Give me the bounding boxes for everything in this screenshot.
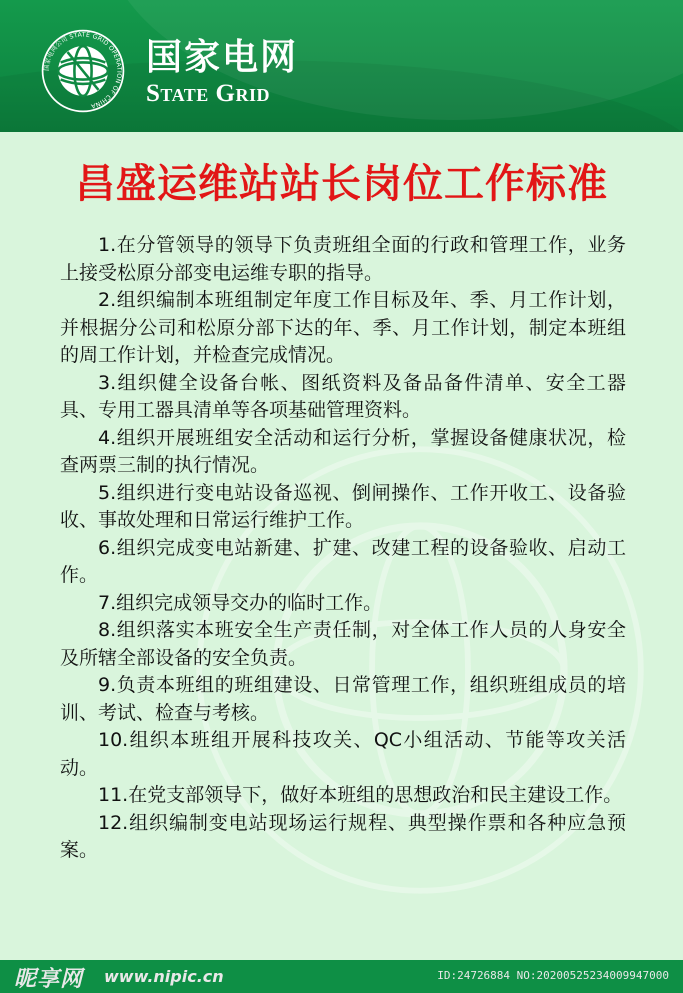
list-item: 10.组织本班组开展科技攻关、QC小组活动、节能等攻关活动。 xyxy=(60,729,626,779)
brand-name-english: State Grid xyxy=(146,80,270,107)
footer-bar xyxy=(0,960,683,993)
header-banner xyxy=(0,0,683,132)
list-item: 2.组织编制本班组制定年度工作目标及年、季、月工作计划，并根据分公司和松原分部下达的年、季、月工作计划，制定本班组的周工作计划，并检查完成情况。 xyxy=(60,289,626,366)
footer-watermark-url: www.nipic.cn xyxy=(104,967,224,986)
list-item: 11.在党支部领导下，做好本班组的思想政治和民主建设工作。 xyxy=(98,784,623,806)
list-item: 7.组织完成领导交办的临时工作。 xyxy=(98,591,383,614)
list-item: 5.组织进行变电站设备巡视、倒闸操作、工作开收工、设备验收、事故处理和日常运行维护工作。 xyxy=(60,481,626,531)
list-item: 12.组织编制变电站现场运行规程、典型操作票和各种应急预案。 xyxy=(60,811,626,861)
list-item: 6.组织完成变电站新建、扩建、改建工程的设备验收、启动工作。 xyxy=(60,536,626,586)
list-item: 3.组织健全设备台帐、图纸资料及备品备件清单、安全工器具、专用工器具清单等各项基础管理资料。 xyxy=(60,371,626,421)
list-item: 4.组织开展班组安全活动和运行分析，掌握设备健康状况，检查两票三制的执行情况。 xyxy=(60,426,626,476)
svg-text:国家电网公司 STATE GRID OPERATION OF: 国家电网公司 STATE GRID OPERATION OF CHINA xyxy=(43,31,123,110)
standard-item-list xyxy=(60,232,626,865)
footer-image-id: ID:24726884 NO:20200525234009947000 xyxy=(437,969,669,982)
list-item: 9.负责本班组的班组建设、日常管理工作，组织班组成员的培训、考试、检查与考核。 xyxy=(60,674,626,724)
page-title: 昌盛运维站站长岗位工作标准 xyxy=(75,161,608,207)
state-grid-logo-icon xyxy=(40,28,126,114)
list-item: 8.组织落实本班安全生产责任制，对全体工作人员的人身安全及所辖全部设备的安全负责。 xyxy=(60,619,626,669)
footer-watermark-brand: 昵享网 xyxy=(14,967,84,992)
list-item: 1.在分管领导的领导下负责班组全面的行政和管理工作，业务上接受松原分部变电运维专职的指导。 xyxy=(60,234,626,284)
brand-name-chinese: 国家电网 xyxy=(146,37,299,78)
